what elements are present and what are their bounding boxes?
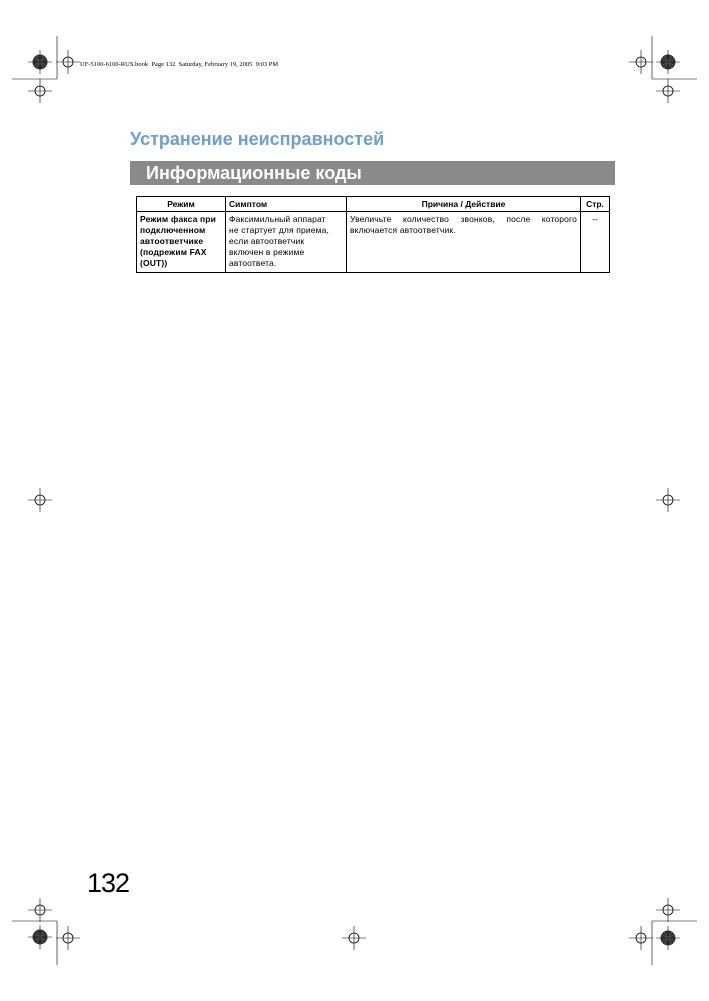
registration-mark-dark-icon	[656, 926, 680, 950]
cause-text-line: включается автоответчик.	[350, 225, 456, 235]
symptom-text-line: автоответа.	[229, 258, 277, 268]
info-codes-table	[136, 196, 610, 273]
registration-mark-dark-icon	[28, 925, 52, 949]
crop-mark-bottom-right	[652, 921, 697, 965]
column-header-cause: Причина / Действие	[347, 197, 581, 212]
registration-mark-icon	[342, 926, 366, 950]
registration-mark-icon	[28, 488, 52, 512]
column-header-page: Стр.	[581, 197, 610, 212]
mode-text-line: подключенном	[140, 225, 206, 235]
mode-text-line: (OUT))	[140, 258, 168, 268]
section-title: Устранение неисправностей	[130, 129, 385, 149]
page-number: 132	[87, 868, 130, 898]
symptom-text-line: включен в режиме	[229, 247, 305, 257]
mode-text-line: (подрежим FAX	[140, 247, 207, 257]
registration-mark-icon	[656, 898, 680, 922]
mode-text-line: Режим факса при	[140, 214, 217, 224]
registration-mark-dark-icon	[656, 50, 680, 74]
table-header-row	[137, 197, 610, 212]
registration-mark-icon	[629, 926, 653, 950]
registration-mark-icon	[28, 79, 52, 103]
cause-text-line: Увеличьте количество звонков, после которого	[350, 214, 577, 224]
mode-cell	[137, 212, 226, 273]
symptom-cell	[226, 212, 347, 273]
symptom-text-line: если автоответчик	[229, 236, 305, 246]
crop-mark-top-right	[652, 36, 697, 79]
registration-mark-icon	[56, 50, 80, 74]
subsection-banner	[130, 161, 615, 185]
subsection-title: Информационные коды	[146, 163, 362, 183]
registration-mark-icon	[629, 50, 653, 74]
crop-mark-bottom-left	[12, 921, 57, 965]
registration-mark-dark-icon	[28, 50, 52, 74]
cause-action-cell	[347, 212, 581, 273]
table-row	[137, 212, 610, 273]
symptom-text-line: не стартует для приема,	[229, 225, 330, 235]
mode-text-line: автоответчике	[140, 236, 204, 246]
registration-mark-icon	[656, 79, 680, 103]
column-header-symptom: Симптом	[226, 197, 347, 212]
registration-mark-icon	[56, 926, 80, 950]
symptom-text-line: Факсимильный аппарат	[229, 214, 326, 224]
column-header-mode: Режим	[137, 197, 226, 212]
print-slug: UF-5100-6100-RUS.book Page 132 Saturday, February 19, 2005 9:03 PM	[80, 61, 279, 68]
registration-mark-icon	[28, 898, 52, 922]
page-ref-cell: --	[581, 212, 610, 273]
registration-mark-icon	[656, 488, 680, 512]
